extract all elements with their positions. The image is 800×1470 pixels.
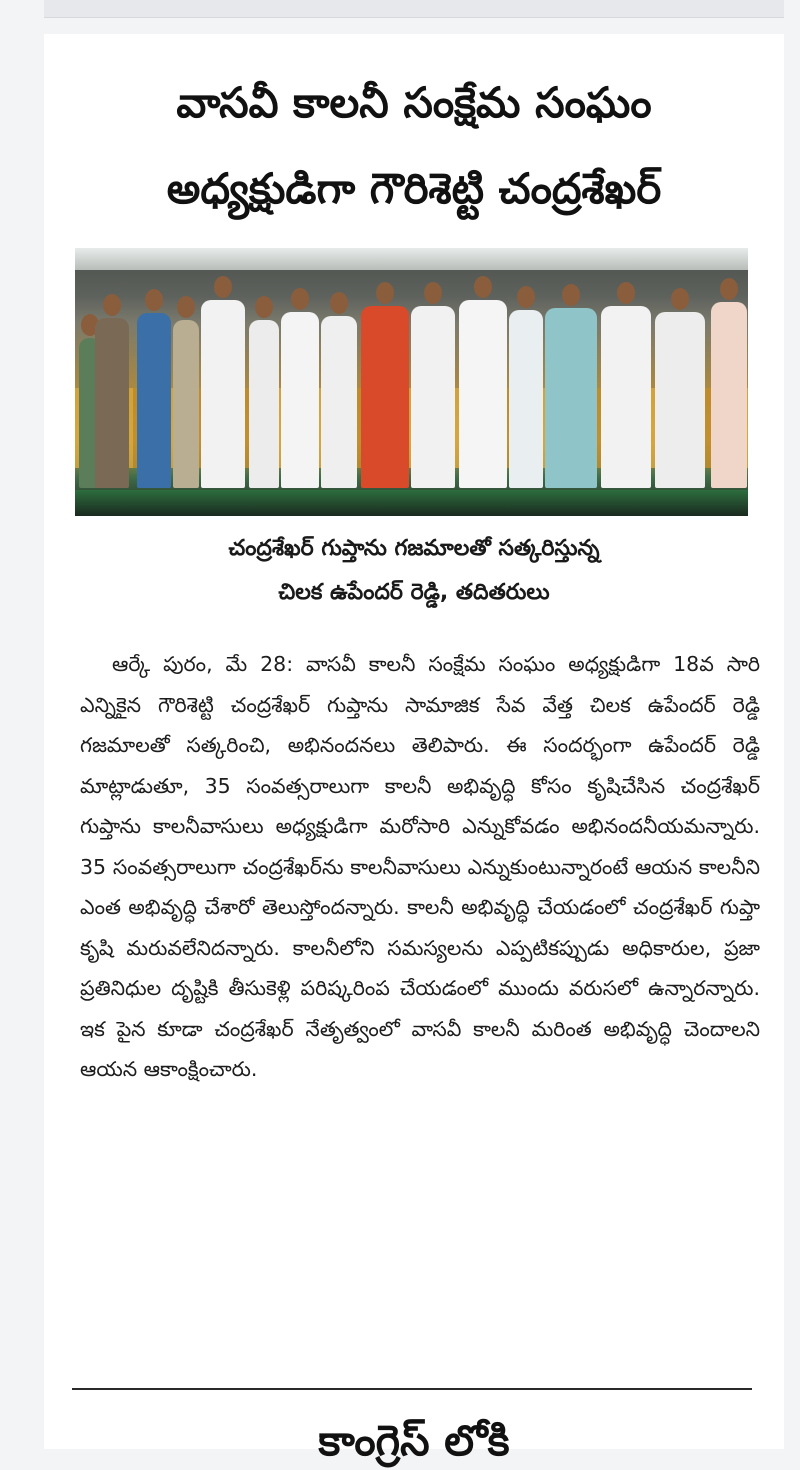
photo-person [545,308,597,488]
photo-person-honoree [361,306,409,488]
photo-caption-line-2: చిలక ఉపేందర్ రెడ్డి, తదితరులు [278,580,550,605]
photo-person [137,313,171,488]
photo-person [655,312,705,488]
article-divider [72,1388,752,1390]
newspaper-clipping [44,34,784,1465]
photo-person [711,302,747,488]
photo-person [601,306,651,488]
photo-person [411,306,455,488]
photo-person [201,300,245,488]
photo-person [509,310,543,488]
photo-person [249,320,279,488]
news-photo [75,248,748,516]
photo-person [173,320,199,488]
photo-person [95,318,129,488]
photo-person [281,312,319,488]
photo-ceiling [75,248,748,270]
previous-article-edge [44,0,784,18]
headline-line-1: వాసవీ కాలనీ సంక్షేమ సంఘం [176,78,652,127]
photo-person [459,300,507,488]
headline-line-2: అధ్యక్షుడిగా గౌరిశెట్టి చంద్రశేఖర్ [166,164,662,213]
photo-person [321,316,357,488]
photo-stage [75,490,748,516]
article-body: ఆర్కే పురం, మే 28: వాసవీ కాలనీ సంక్షేమ సంఘం అధ్యక్షుడిగా 18వ సారి ఎన్నికైన గౌరిశెట్టి చంద్రశేఖర్ గుప్తాను సామాజిక సేవ వేత్త చిలక ఉపేందర్ రెడ్డి గజమాలతో సత్కరించి, అభినందనలు తెలిపారు. ఈ సందర్భంగా ఉపేందర్ రెడ్డి మాట్లాడుతూ, 35 సంవత్సరాలుగా కాలనీ అభివృద్ధి కోసం కృషిచేసిన చంద్రశేఖర్ గుప్తాను కాలనీవాసులు అధ్యక్షుడిగా మరోసారి ఎన్నుకోవడం అభినందనీయమన్నారు. 35 సంవత్సరాలుగా చంద్రశేఖర్‌ను కాలనీవాసులు ఎన్నుకుంటున్నారంటే ఆయన కాలనీని ఎంత అభివృద్ధి చేశారో తెలుస్తోందన్నారు. కాలనీ అభివృద్ధి చేయడంలో చంద్రశేఖర్ గుప్తా కృషి మరువలేనిదన్నారు. కాలనీలోని సమస్యలను ఎప్పటికప్పుడు అధికారుల, ప్రజా ప్రతినిధుల దృష్టికి తీసుకెళ్లి పరిష్కరింప చేయడంలో ముందు వరుసలో ఉన్నారన్నారు. ఇక పైన కూడా చంద్రశేఖర్ నేతృత్వంలో వాసవీ కాలనీ మరింత అభివృద్ధి చెందాలని ఆయన ఆకాంక్షించారు. [80,652,760,1081]
next-article-heading: కాంగ్రెస్ లోకి [318,1416,510,1465]
photo-caption-line-1: చంద్రశేఖర్ గుప్తాను గజమాలతో సత్కరిస్తున్న [228,536,600,561]
